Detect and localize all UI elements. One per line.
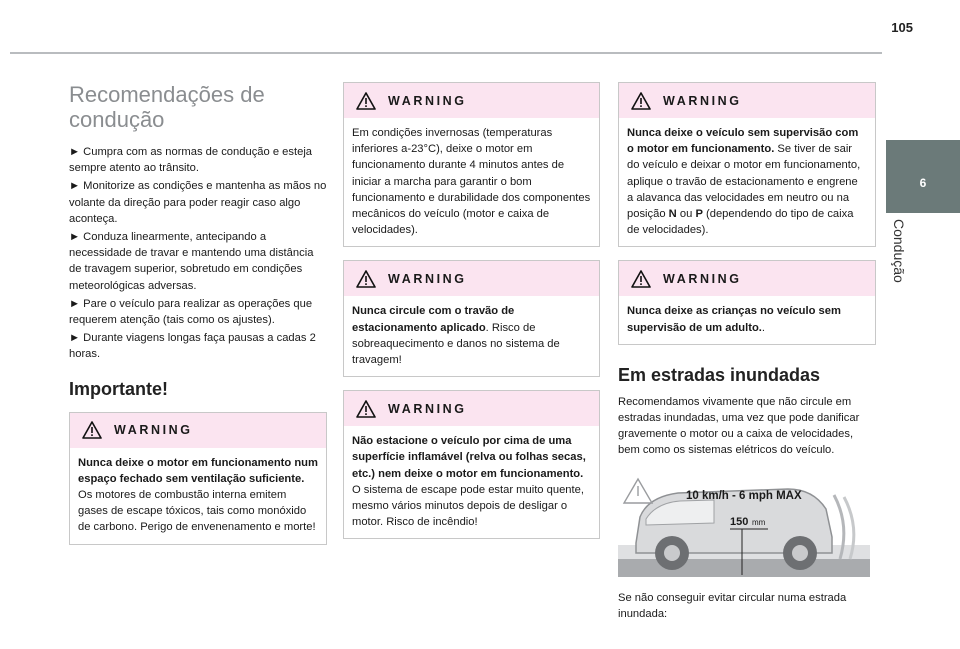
header-rule [10, 52, 882, 54]
warning-text: Se tiver de sair do veículo e deixar o motor em funcionamento, aplique o travão de estacionamento e engrene a alavanca das velocidades em neutro ou na posição [627, 143, 861, 221]
chapter-title [891, 219, 915, 309]
warning-label: WARNING [663, 93, 742, 108]
column-3 [618, 82, 876, 624]
warning-text: Os motores de combustão interna emitem gases de escape tóxicos, tais como monóxido de carbono. Perigo de envenenamento e morte! [78, 489, 316, 534]
warning-triangle-icon [82, 421, 102, 439]
warning-triangle-icon [356, 270, 376, 288]
warning-box-ventilation [69, 412, 327, 545]
warning-label: WARNING [663, 271, 742, 286]
car-wheel-hub [664, 545, 680, 561]
bullet-4: ► Pare o veículo para realizar as operações que requerem atenção (tais como os ajustes). [69, 297, 313, 327]
bullet-5: ► Durante viagens longas faça pausas a cadas 2 horas. [69, 332, 316, 361]
bullet-3: ► Conduza linearmente, antecipando a necessidade de travar e mantendo uma distância de travagem superior, sobretudo em condições meteorológicas adversas. [69, 231, 314, 292]
warning-bold-text: Nunca deixe as crianças no veículo sem supervisão de um adulto. [627, 305, 841, 334]
warning-bold-text: Nunca deixe o veículo sem supervisão com o motor em funcionamento. [627, 127, 859, 156]
warning-header [70, 413, 326, 448]
column-1 [69, 82, 327, 558]
water-surface [618, 559, 870, 577]
warning-triangle-icon [631, 270, 651, 288]
warning-box-winter [343, 82, 600, 247]
section-title: Recomendações de condução [69, 82, 265, 132]
warning-body [619, 118, 875, 246]
warning-body [619, 296, 875, 343]
gear-n: N [668, 208, 677, 221]
warning-box-children [618, 260, 876, 344]
warning-exclamation [637, 486, 638, 496]
important-heading: Importante! [69, 378, 168, 399]
warning-text: O sistema de escape pode estar muito quente, mesmo vários minutos depois de desligar o motor. Risco de incêndio! [352, 483, 584, 529]
car-wheel-hub [792, 545, 808, 561]
depth-value: 150 [730, 515, 749, 528]
warning-box-unattended [618, 82, 876, 247]
chapter-number: 6 [919, 176, 927, 190]
warning-label: WARNING [388, 271, 467, 286]
warning-bold-text: Nunca circule com o travão de estacionamento aplicado [352, 305, 515, 334]
warning-label: WARNING [388, 401, 467, 416]
warning-bold-text: Nunca deixe o motor em funcionamento num espaço fechado sem ventilação suficiente. [78, 456, 318, 485]
speed-label: 10 km/h - 6 mph MAX [686, 489, 802, 502]
chapter-title-text: Condução [891, 219, 907, 283]
warning-header [344, 261, 599, 296]
bullet-2: ► Monitorize as condições e mantenha as mãos no volante da direção para poder reagir caso algo aconteça. [69, 180, 327, 225]
bullet-1: ► Cumpra com as normas de condução e esteja sempre atento ao trânsito. [69, 146, 313, 175]
warning-header [344, 83, 599, 118]
warning-text: . Risco de sobreaquecimento e danos no sistema de travagem! [352, 321, 560, 367]
warning-box-parking-brake [343, 260, 600, 377]
warning-body [344, 426, 599, 538]
warning-triangle-icon [356, 92, 376, 110]
or-text: ou [676, 208, 696, 221]
warning-header [619, 261, 875, 296]
warning-label: WARNING [114, 423, 193, 438]
warning-text: . [761, 321, 766, 334]
after-figure-paragraph: Se não conseguir evitar circular numa estrada inundada: [618, 591, 847, 620]
flood-heading: Em estradas inundadas [618, 364, 821, 385]
warning-bold-text: Não estacione o veículo por cima de uma superfície inflamável (relva ou folhas secas, etc.) nem deixe o motor em funcionamento. [352, 435, 586, 480]
depth-unit: mm [752, 517, 766, 527]
warning-body [70, 448, 326, 544]
gear-p: P [695, 208, 703, 221]
warning-label: WARNING [388, 93, 467, 108]
flood-paragraph: Recomendamos vivamente que não circule em estradas inundadas, uma vez que pode danificar gravemente o motor ou a caixa de velocidades, bem como os sistemas elétricos do veículo. [618, 395, 860, 457]
warning-body: Em condições invernosas (temperaturas inferiores a-23°C), deixe o motor em funcionamento durante 4 minutos antes de iniciar a marcha para garantir o bom funcionamento e durabilidade dos componentes mecânicos do veículo (motor e caixa de velocidades). [352, 127, 591, 237]
warning-text-2: (dependendo do tipo de caixa de velocidades). [627, 208, 854, 237]
warning-header [344, 391, 599, 426]
warning-body [344, 296, 599, 376]
warning-triangle-icon [631, 92, 651, 110]
page-number: 105 [891, 20, 913, 35]
column-2 [343, 82, 600, 552]
warning-box-flammable [343, 390, 600, 539]
warning-triangle-icon [356, 400, 376, 418]
flooded-road-illustration [618, 475, 870, 577]
warning-header [619, 83, 875, 118]
